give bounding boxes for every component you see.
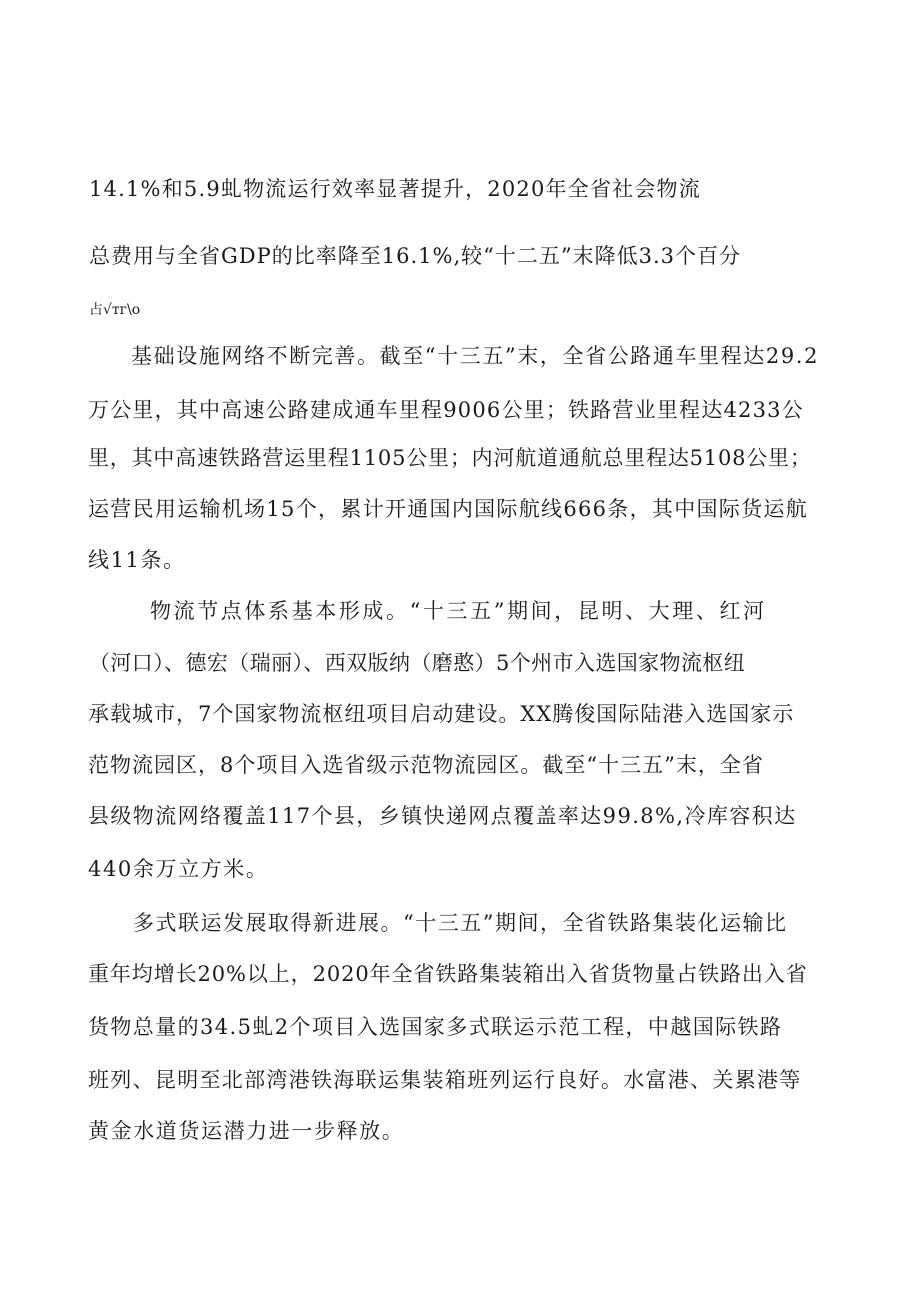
text-line-9: 物流节点体系基本形成。“十三五”期间，昆明、大理、红河 [150, 599, 767, 623]
text-line-8: 线11条。 [88, 548, 186, 572]
text-line-11: 承载城市，7个国家物流枢纽项目启动建设。XX腾俊国际陆港入选国家示 [88, 702, 795, 726]
text-line-6: 里，其中高速铁路营运里程1105公里；内河航道通航总里程达5108公里； [88, 446, 812, 470]
text-line-15: 多式联运发展取得新进展。“十三五”期间，全省铁路集装化运输比 [133, 911, 788, 935]
text-line-13: 县级物流网络覆盖117个县，乡镇快递网点覆盖率达99.8%,冷库容积达 [88, 804, 797, 828]
text-line-18: 班列、昆明至北部湾港铁海联运集装箱班列运行良好。水富港、关累港等 [88, 1068, 802, 1092]
text-line-16: 重年均增长20%以上，2020年全省铁路集装箱出入省货物量占铁路出入省 [88, 962, 808, 986]
text-line-12: 范物流园区，8个项目入选省级示范物流园区。截至“十三五”末，全省 [88, 753, 764, 777]
text-line-10: （河口）、德宏（瑞丽）、西双版纳（磨憨）5个州市入选国家物流枢纽 [89, 651, 746, 675]
text-line-7: 运营民用运输机场15个，累计开通国内国际航线666条，其中国际货运航 [88, 497, 809, 521]
text-line-14: 440余万立方米。 [88, 857, 269, 881]
text-line-3: 占√тг\o [89, 302, 141, 318]
text-line-2: 总费用与全省GDP的比率降至16.1%,较“十二五”末降低3.3个百分 [89, 244, 741, 268]
text-line-19: 黄金水道货运潜力进一步释放。 [88, 1119, 405, 1143]
text-line-17: 货物总量的34.5虬2个项目入选国家多式联运示范工程，中越国际铁路 [88, 1015, 783, 1039]
text-line-5: 万公里，其中高速公路建成通车里程9006公里；铁路营业里程达4233公 [88, 398, 804, 422]
text-line-1: 14.1%和5.9虬物流运行效率显著提升，2020年全省社会物流 [89, 177, 701, 201]
text-line-4: 基础设施网络不断完善。截至“十三五”末，全省公路通车里程达29.2 [131, 344, 820, 368]
